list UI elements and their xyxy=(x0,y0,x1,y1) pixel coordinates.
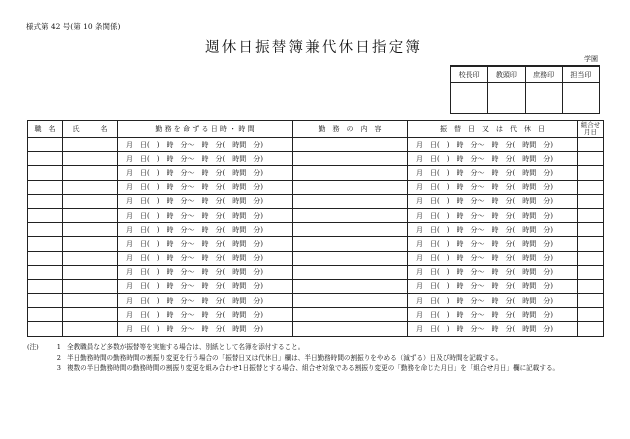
cell-name[interactable] xyxy=(63,251,118,265)
table-row xyxy=(28,152,604,166)
cell-duty-content[interactable] xyxy=(293,223,408,237)
cell-substitute-day[interactable]: 月 日( ) 時 分〜 時 分( 時間 分) xyxy=(408,322,578,336)
notes-section xyxy=(27,342,559,374)
cell-name[interactable] xyxy=(63,208,118,222)
note-text: 複数の半日勤務時間の勤務時間の割振り変更を組み合わせ1日振替とする場合、組合せ対象である割振り変更の「勤務を命じた月日」を「組合せ月日」欄に記載する。 xyxy=(67,364,560,372)
cell-title[interactable] xyxy=(28,294,63,308)
cell-ordered-datetime[interactable]: 月 日( ) 時 分〜 時 分( 時間 分) xyxy=(118,166,293,180)
note-number: 1 xyxy=(56,343,61,351)
table-row xyxy=(28,166,604,180)
cell-duty-content[interactable] xyxy=(293,308,408,322)
header-substitute-day: 振 替 日 又 は 代 休 日 xyxy=(408,121,578,138)
approval-stamp-table xyxy=(450,66,600,114)
cell-name[interactable] xyxy=(63,237,118,251)
cell-title[interactable] xyxy=(28,279,63,293)
cell-ordered-datetime[interactable]: 月 日( ) 時 分〜 時 分( 時間 分) xyxy=(118,237,293,251)
note-text: 半日勤務時間の勤務時間の割振り変更を行う場合の「振替日又は代休日」欄は、半日勤務時間の割振りをやめる（減ずる）日及び時間を記載する。 xyxy=(67,353,503,362)
cell-title[interactable] xyxy=(28,265,63,279)
table-row xyxy=(28,265,604,279)
cell-ordered-datetime[interactable]: 月 日( ) 時 分〜 時 分( 時間 分) xyxy=(118,194,293,208)
cell-name[interactable] xyxy=(63,194,118,208)
cell-title[interactable] xyxy=(28,322,63,336)
cell-title[interactable] xyxy=(28,251,63,265)
cell-name[interactable] xyxy=(63,308,118,322)
cell-duty-content[interactable] xyxy=(293,251,408,265)
cell-duty-content[interactable] xyxy=(293,208,408,222)
cell-ordered-datetime[interactable]: 月 日( ) 時 分〜 時 分( 時間 分) xyxy=(118,223,293,237)
cell-name[interactable] xyxy=(63,180,118,194)
cell-substitute-day[interactable]: 月 日( ) 時 分〜 時 分( 時間 分) xyxy=(408,194,578,208)
cell-substitute-day[interactable]: 月 日( ) 時 分〜 時 分( 時間 分) xyxy=(408,294,578,308)
cell-name[interactable] xyxy=(63,138,118,152)
stamp-box-clerical[interactable] xyxy=(525,83,562,114)
note-number: 2 xyxy=(56,353,61,362)
cell-title[interactable] xyxy=(28,223,63,237)
cell-ordered-datetime[interactable]: 月 日( ) 時 分〜 時 分( 時間 分) xyxy=(118,279,293,293)
cell-duty-content[interactable] xyxy=(293,138,408,152)
cell-combined-day[interactable] xyxy=(578,208,604,222)
cell-combined-day[interactable] xyxy=(578,265,604,279)
header-name: 氏 名 xyxy=(63,121,118,138)
stamp-header-vice-principal: 教頭印 xyxy=(488,67,525,83)
header-ordered-datetime: 勤 務 を 命 ず る 日 時 ・ 時 間 xyxy=(118,121,293,138)
stamp-box-principal[interactable] xyxy=(451,83,488,114)
note-item xyxy=(27,353,559,364)
cell-substitute-day[interactable]: 月 日( ) 時 分〜 時 分( 時間 分) xyxy=(408,208,578,222)
cell-title[interactable] xyxy=(28,194,63,208)
cell-name[interactable] xyxy=(63,152,118,166)
cell-combined-day[interactable] xyxy=(578,138,604,152)
table-row xyxy=(28,251,604,265)
stamp-box-staff[interactable] xyxy=(562,83,599,114)
cell-substitute-day[interactable]: 月 日( ) 時 分〜 時 分( 時間 分) xyxy=(408,265,578,279)
cell-substitute-day[interactable]: 月 日( ) 時 分〜 時 分( 時間 分) xyxy=(408,152,578,166)
note-item xyxy=(27,342,559,353)
cell-substitute-day[interactable]: 月 日( ) 時 分〜 時 分( 時間 分) xyxy=(408,308,578,322)
header-title: 職 名 xyxy=(28,121,63,138)
cell-duty-content[interactable] xyxy=(293,294,408,308)
cell-duty-content[interactable] xyxy=(293,180,408,194)
cell-name[interactable] xyxy=(63,279,118,293)
table-row xyxy=(28,194,604,208)
form-code: 様式第 42 号(第 10 条関係) xyxy=(26,22,121,31)
stamp-box-vice-principal[interactable] xyxy=(488,83,525,114)
cell-title[interactable] xyxy=(28,308,63,322)
cell-ordered-datetime[interactable]: 月 日( ) 時 分〜 時 分( 時間 分) xyxy=(118,308,293,322)
notes-mark: (注) xyxy=(27,343,39,351)
cell-combined-day[interactable] xyxy=(578,251,604,265)
cell-substitute-day[interactable]: 月 日( ) 時 分〜 時 分( 時間 分) xyxy=(408,166,578,180)
cell-substitute-day[interactable]: 月 日( ) 時 分〜 時 分( 時間 分) xyxy=(408,279,578,293)
cell-combined-day[interactable] xyxy=(578,237,604,251)
note-number: 3 xyxy=(56,364,61,372)
stamp-header-clerical: 庶務印 xyxy=(525,67,562,83)
cell-ordered-datetime[interactable]: 月 日( ) 時 分〜 時 分( 時間 分) xyxy=(118,251,293,265)
cell-duty-content[interactable] xyxy=(293,265,408,279)
header-duty-content: 勤 務 の 内 容 xyxy=(293,121,408,138)
schedule-table xyxy=(27,120,604,337)
cell-name[interactable] xyxy=(63,322,118,336)
cell-title[interactable] xyxy=(28,180,63,194)
table-row xyxy=(28,138,604,152)
cell-substitute-day[interactable]: 月 日( ) 時 分〜 時 分( 時間 分) xyxy=(408,223,578,237)
cell-ordered-datetime[interactable]: 月 日( ) 時 分〜 時 分( 時間 分) xyxy=(118,138,293,152)
cell-substitute-day[interactable]: 月 日( ) 時 分〜 時 分( 時間 分) xyxy=(408,251,578,265)
cell-duty-content[interactable] xyxy=(293,322,408,336)
table-row xyxy=(28,180,604,194)
cell-title[interactable] xyxy=(28,208,63,222)
cell-title[interactable] xyxy=(28,152,63,166)
cell-name[interactable] xyxy=(63,223,118,237)
form-title: 週休日振替簿兼代休日指定簿 xyxy=(205,40,423,56)
cell-combined-day[interactable] xyxy=(578,180,604,194)
cell-ordered-datetime[interactable]: 月 日( ) 時 分〜 時 分( 時間 分) xyxy=(118,322,293,336)
cell-combined-day[interactable] xyxy=(578,308,604,322)
cell-ordered-datetime[interactable]: 月 日( ) 時 分〜 時 分( 時間 分) xyxy=(118,208,293,222)
cell-title[interactable] xyxy=(28,166,63,180)
cell-duty-content[interactable] xyxy=(293,237,408,251)
table-row xyxy=(28,308,604,322)
cell-name[interactable] xyxy=(63,166,118,180)
table-row xyxy=(28,322,604,336)
cell-duty-content[interactable] xyxy=(293,152,408,166)
cell-duty-content[interactable] xyxy=(293,194,408,208)
school-label: 学園 xyxy=(584,55,598,63)
table-body xyxy=(28,138,604,337)
table-row xyxy=(28,294,604,308)
school-name-line[interactable] xyxy=(450,55,600,66)
cell-duty-content[interactable] xyxy=(293,279,408,293)
cell-name[interactable] xyxy=(63,265,118,279)
cell-combined-day[interactable] xyxy=(578,166,604,180)
cell-combined-day[interactable] xyxy=(578,294,604,308)
table-row xyxy=(28,237,604,251)
cell-ordered-datetime[interactable]: 月 日( ) 時 分〜 時 分( 時間 分) xyxy=(118,180,293,194)
cell-substitute-day[interactable]: 月 日( ) 時 分〜 時 分( 時間 分) xyxy=(408,138,578,152)
cell-combined-day[interactable] xyxy=(578,152,604,166)
cell-ordered-datetime[interactable]: 月 日( ) 時 分〜 時 分( 時間 分) xyxy=(118,294,293,308)
table-row xyxy=(28,223,604,237)
cell-duty-content[interactable] xyxy=(293,166,408,180)
cell-title[interactable] xyxy=(28,237,63,251)
cell-name[interactable] xyxy=(63,294,118,308)
cell-ordered-datetime[interactable]: 月 日( ) 時 分〜 時 分( 時間 分) xyxy=(118,265,293,279)
cell-title[interactable] xyxy=(28,138,63,152)
stamp-header-staff: 担当印 xyxy=(562,67,599,83)
note-text: 全教職員など多数が振替等を実施する場合は、別紙として名簿を添付すること。 xyxy=(67,343,305,351)
header-combined-day: 組合せ月日 xyxy=(578,121,604,138)
table-header-row xyxy=(28,121,604,138)
cell-ordered-datetime[interactable]: 月 日( ) 時 分〜 時 分( 時間 分) xyxy=(118,152,293,166)
cell-substitute-day[interactable]: 月 日( ) 時 分〜 時 分( 時間 分) xyxy=(408,237,578,251)
cell-combined-day[interactable] xyxy=(578,194,604,208)
cell-combined-day[interactable] xyxy=(578,279,604,293)
cell-combined-day[interactable] xyxy=(578,223,604,237)
cell-combined-day[interactable] xyxy=(578,322,604,336)
cell-substitute-day[interactable]: 月 日( ) 時 分〜 時 分( 時間 分) xyxy=(408,180,578,194)
stamp-header-principal: 校長印 xyxy=(451,67,488,83)
table-row xyxy=(28,208,604,222)
note-item xyxy=(27,363,559,374)
table-row xyxy=(28,279,604,293)
